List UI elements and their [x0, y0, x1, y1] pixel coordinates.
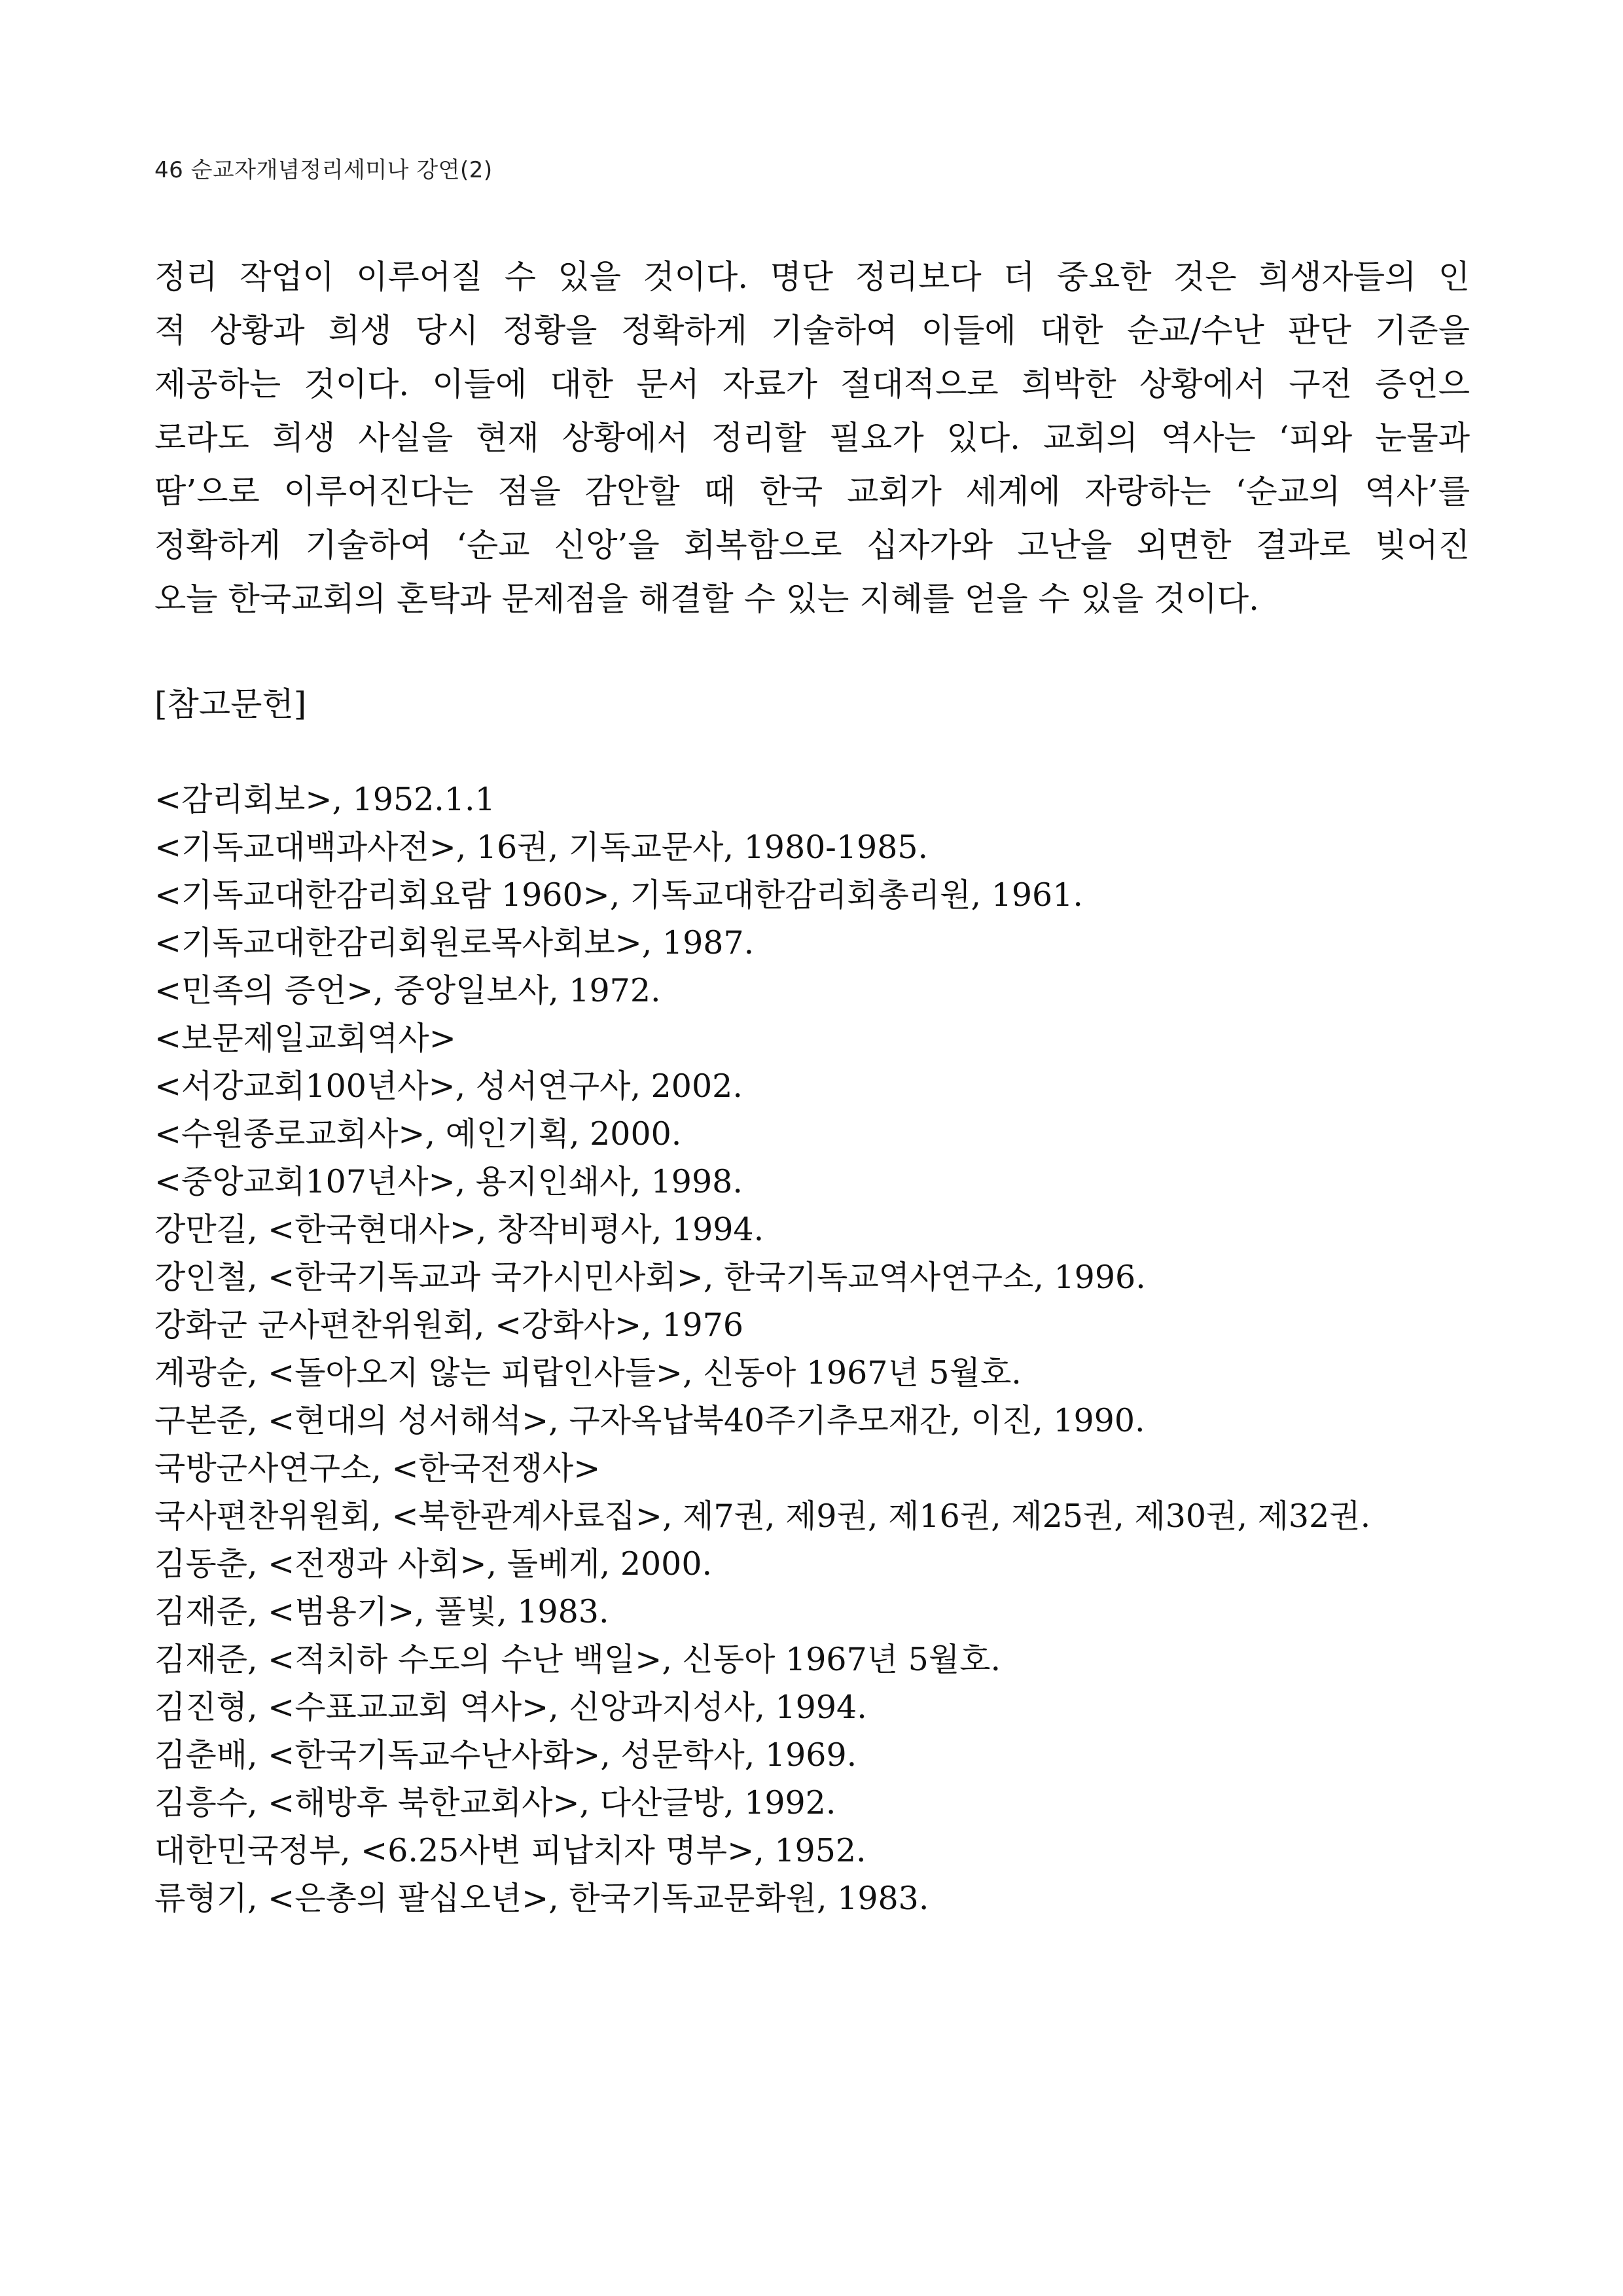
running-header: 46 순교자개념정리세미나 강연(2): [154, 157, 493, 183]
reference-item: <서강교회100년사>, 성서연구사, 2002.: [154, 1067, 743, 1105]
reference-item: <보문제일교회역사>: [154, 1020, 456, 1057]
reference-item: 김재준, <범용기>, 풀빛, 1983.: [154, 1593, 609, 1630]
reference-item: <민족의 증언>, 중앙일보사, 1972.: [154, 972, 661, 1009]
body-line: 정리 작업이 이루어질 수 있을 것이다. 명단 정리보다 더 중요한 것은 희생자들의 인: [154, 258, 1470, 296]
reference-item: <기독교대백과사전>, 16권, 기독교문사, 1980-1985.: [154, 829, 929, 866]
body-line: 제공하는 것이다. 이들에 대한 문서 자료가 절대적으로 희박한 상황에서 구전 증언으: [154, 365, 1470, 403]
references-heading: [참고문헌]: [154, 685, 307, 723]
references-list: [154, 776, 1489, 1922]
reference-item: <감리회보>, 1952.1.1: [154, 781, 495, 818]
body-line: 로라도 희생 사실을 현재 상황에서 정리할 필요가 있다. 교회의 역사는 ‘피와 눈물과: [154, 419, 1470, 457]
reference-item: 강화군 군사편찬위원회, <강화사>, 1976: [154, 1306, 744, 1344]
body-line: 정확하게 기술하여 ‘순교 신앙’을 회복함으로 십자가와 고난을 외면한 결과로 빚어진: [154, 526, 1470, 564]
reference-item: <기독교대한감리회원로목사회보>, 1987.: [154, 924, 755, 961]
reference-item: 김춘배, <한국기독교수난사화>, 성문학사, 1969.: [154, 1736, 857, 1774]
reference-item: 김재준, <적치하 수도의 수난 백일>, 신동아 1967년 5월호.: [154, 1641, 1001, 1678]
reference-item: 김진형, <수표교교회 역사>, 신앙과지성사, 1994.: [154, 1689, 867, 1726]
reference-item: 류형기, <은총의 팔십오년>, 한국기독교문화원, 1983.: [154, 1880, 929, 1917]
reference-item: 대한민국정부, <6.25사변 피납치자 명부>, 1952.: [154, 1832, 866, 1869]
reference-item: <기독교대한감리회요람 1960>, 기독교대한감리회총리원, 1961.: [154, 876, 1083, 914]
reference-item: 국방군사연구소, <한국전쟁사>: [154, 1450, 601, 1487]
body-line: 적 상황과 희생 당시 정황을 정확하게 기술하여 이들에 대한 순교/수난 판단 기준을: [154, 312, 1470, 350]
body-paragraph: [154, 250, 1470, 626]
reference-item: <중앙교회107년사>, 용지인쇄사, 1998.: [154, 1163, 743, 1200]
reference-item: 구본준, <현대의 성서해석>, 구자옥납북40주기추모재간, 이진, 1990.: [154, 1402, 1145, 1439]
body-line: 오늘 한국교회의 혼탁과 문제점을 해결할 수 있는 지혜를 얻을 수 있을 것이다.: [154, 580, 1260, 618]
reference-item: 김동춘, <전쟁과 사회>, 돌베게, 2000.: [154, 1545, 713, 1583]
reference-item: 국사편찬위원회, <북한관계사료집>, 제7권, 제9권, 제16권, 제25권, 제30권, 제32권.: [154, 1498, 1371, 1535]
reference-item: 강인철, <한국기독교과 국가시민사회>, 한국기독교역사연구소, 1996.: [154, 1259, 1146, 1296]
reference-item: <수원종로교회사>, 예인기획, 2000.: [154, 1115, 682, 1153]
body-line: 땀’으로 이루어진다는 점을 감안할 때 한국 교회가 세계에 자랑하는 ‘순교의 역사’를: [154, 473, 1470, 511]
reference-item: 김흥수, <해방후 북한교회사>, 다산글방, 1992.: [154, 1784, 836, 1821]
reference-item: 계광순, <돌아오지 않는 피랍인사들>, 신동아 1967년 5월호.: [154, 1354, 1022, 1391]
reference-item: 강만길, <한국현대사>, 창작비평사, 1994.: [154, 1211, 764, 1248]
